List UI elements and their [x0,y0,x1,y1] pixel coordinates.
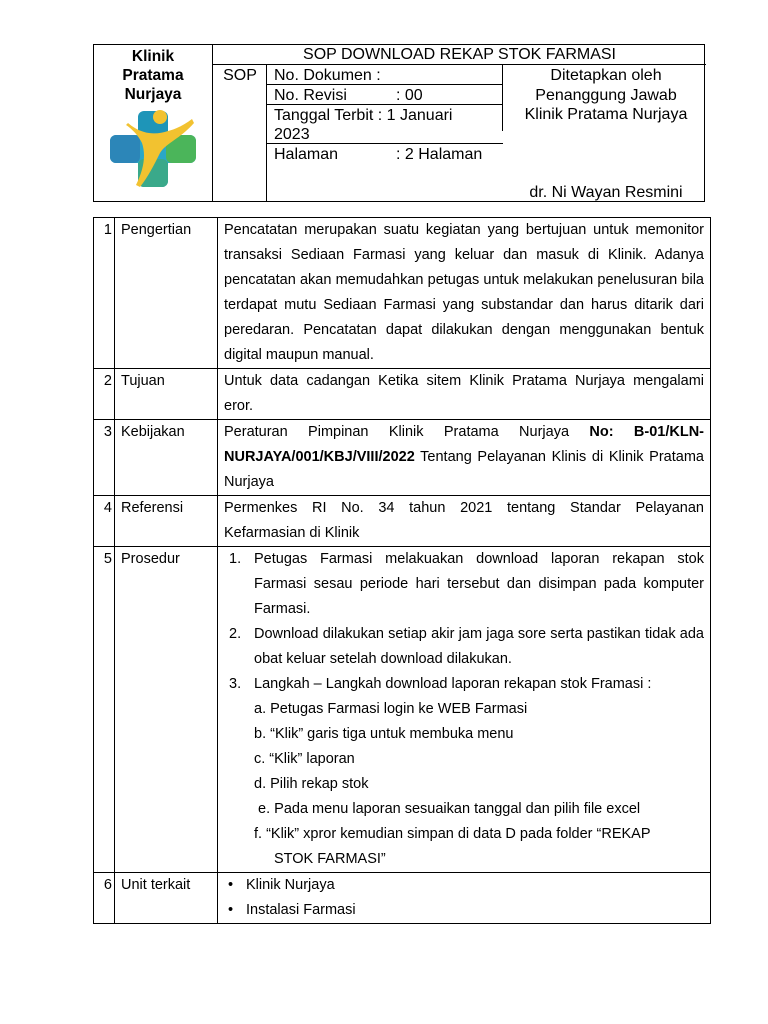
approval-line: Ditetapkan oleh [550,67,662,84]
list-item [224,672,704,697]
sub-step: e. Pada menu laporan sesuaikan tanggal dan pilih file excel [254,801,641,817]
revision-value: : 00 [396,87,423,104]
section-text: Pencatatan merupakan suatu kegiatan yang bertujuan untuk memonitor transaksi Sediaan Farmasi yang keluar dan masuk di Klinik. Adanya pencatatan akan memudahkan petugas untuk melakukan penelusuran bila terdapat mutu Sediaan Farmasi yang substandar dan harus ditarik dari peredaran. Pencatatan dapat dilakukan dengan menggunakan bentuk digital maupun manual. [218,218,711,369]
revision-label: No. Revisi [274,87,347,104]
sop-label: SOP [223,67,257,84]
divider [212,45,213,201]
clinic-name-line: Nurjaya [124,86,182,103]
health-cross-person-logo [108,109,198,189]
approval-line: Klinik Pratama Nurjaya [524,106,688,123]
sop-content-table [93,217,711,924]
clinic-name-line: Klinik [131,48,175,65]
table-row [94,496,711,547]
policy-number: No: B-01/KLN-NURJAYA/001/KBJ/VIII/2022 [224,424,705,465]
row-number: 2 [94,369,115,420]
policy-text: Tentang Pelayanan Klinis di Klinik Pratama Nurjaya [224,449,704,490]
divider [502,65,503,131]
table-row [94,420,711,496]
table-row [94,873,711,924]
sop-title: SOP DOWNLOAD REKAP STOK FARMASI [303,46,616,63]
list-item [224,898,704,923]
section-label: Unit terkait [115,873,218,924]
list-number: 2. [229,626,242,642]
procedure-list [218,547,711,873]
row-number: 1 [94,218,115,369]
section-label: Prosedur [115,547,218,873]
clinic-name [94,47,212,104]
list-number: 3. [229,676,242,692]
row-number: 4 [94,496,115,547]
list-number: 1. [229,551,242,567]
sub-step: d. Pilih rekap stok [254,776,369,792]
document-number: No. Dokumen : [274,67,381,84]
bullet-icon: • [228,902,234,918]
sub-step: b. “Klik” garis tiga untuk membuka menu [254,726,514,742]
sub-step-text: f. “Klik” xpror kemudian simpan di data D pada folder “REKAP [254,826,651,842]
sub-step-text: STOK FARMASI” [274,851,386,867]
table-row [94,547,711,873]
divider [266,65,267,201]
table-row [94,218,711,369]
divider [213,64,706,65]
row-number: 5 [94,547,115,873]
issue-date-year: 2023 [274,126,310,143]
section-text: Untuk data cadangan Ketika sitem Klinik Pratama Nurjaya mengalami eror. [218,369,711,420]
list-item [224,547,704,622]
table-row [94,369,711,420]
unit-list [218,873,711,924]
policy-text: Peraturan Pimpinan Klinik Pratama Nurjaya [224,424,590,440]
sub-step: c. “Klik” laporan [254,751,355,767]
signatory: dr. Ni Wayan Resmini [529,184,683,201]
page-value: : 2 Halaman [396,146,483,163]
section-text: Permenkes RI No. 34 tahun 2021 tentang Standar Pelayanan Kefarmasian di Klinik [218,496,711,547]
list-item-text: Download dilakukan setiap akir jam jaga sore serta pastikan tidak ada obat keluar setelah download dilakukan. [254,626,704,667]
list-item [224,622,704,672]
sub-step [224,822,704,872]
page-label: Halaman [274,146,339,163]
list-item [224,873,704,898]
list-item-text: Langkah – Langkah download laporan rekapan stok Framasi : [254,676,652,692]
list-item-text: Klinik Nurjaya [246,877,335,893]
section-label: Pengertian [115,218,218,369]
list-item-text: Petugas Farmasi melakuakan download laporan rekapan stok Farmasi sesau periode hari tersebut dan disimpan pada komputer Farmasi. [254,551,704,617]
clinic-name-line: Pratama [122,67,184,84]
approval-line: Penanggung Jawab [535,87,677,104]
list-item-text: Instalasi Farmasi [246,902,356,918]
section-label: Kebijakan [115,420,218,496]
section-text [218,420,711,496]
section-label: Tujuan [115,369,218,420]
sub-step: a. Petugas Farmasi login ke WEB Farmasi [254,701,528,717]
section-label: Referensi [115,496,218,547]
row-number: 6 [94,873,115,924]
issue-date: Tanggal Terbit : 1 Januari [274,107,453,124]
bullet-icon: • [228,877,234,893]
row-number: 3 [94,420,115,496]
sop-header-table [93,44,705,202]
